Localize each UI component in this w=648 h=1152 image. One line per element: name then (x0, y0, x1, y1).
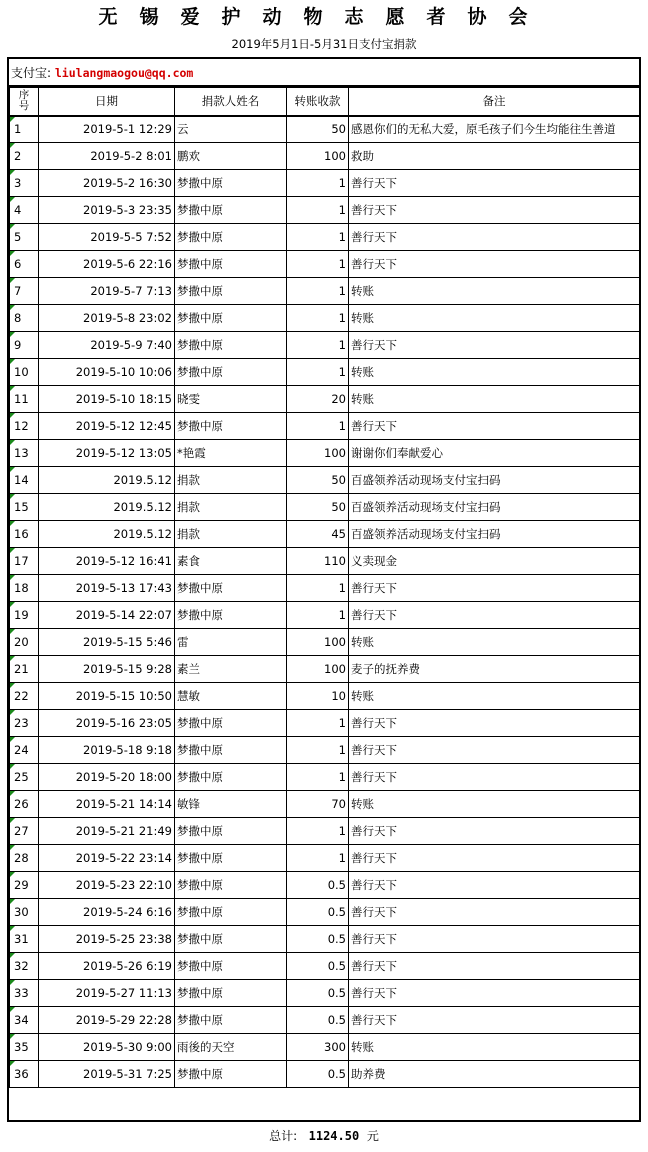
cell-seq: 20 (10, 629, 39, 656)
cell-seq: 5 (10, 224, 39, 251)
cell-seq: 9 (10, 332, 39, 359)
cell-seq: 17 (10, 548, 39, 575)
cell-date: 2019-5-21 21:49 (39, 818, 175, 845)
cell-note: 转账 (349, 359, 640, 386)
cell-seq: 14 (10, 467, 39, 494)
cell-amount: 300 (287, 1034, 349, 1061)
cell-note: 谢谢你们奉献爱心 (349, 440, 640, 467)
cell-seq: 16 (10, 521, 39, 548)
cell-date: 2019-5-15 5:46 (39, 629, 175, 656)
header-date: 日期 (39, 88, 175, 116)
cell-name: 梦撒中原 (175, 305, 287, 332)
cell-seq: 13 (10, 440, 39, 467)
cell-amount: 0.5 (287, 1007, 349, 1034)
cell-date: 2019.5.12 (39, 521, 175, 548)
cell-note: 善行天下 (349, 737, 640, 764)
cell-date: 2019-5-21 14:14 (39, 791, 175, 818)
cell-name: 梦撒中原 (175, 953, 287, 980)
cell-amount: 110 (287, 548, 349, 575)
cell-amount: 0.5 (287, 899, 349, 926)
header-note: 备注 (349, 88, 640, 116)
cell-date: 2019-5-1 12:29 (39, 116, 175, 143)
table-row (10, 197, 640, 224)
cell-amount: 1 (287, 818, 349, 845)
table-row (10, 899, 640, 926)
cell-seq: 3 (10, 170, 39, 197)
cell-date: 2019-5-2 16:30 (39, 170, 175, 197)
cell-seq: 32 (10, 953, 39, 980)
cell-date: 2019-5-9 7:40 (39, 332, 175, 359)
cell-name: 云 (175, 116, 287, 143)
cell-name: 梦撒中原 (175, 845, 287, 872)
table-row (10, 656, 640, 683)
header-amount: 转账收款 (287, 88, 349, 116)
cell-amount: 1 (287, 224, 349, 251)
cell-note: 善行天下 (349, 953, 640, 980)
cell-amount: 1 (287, 359, 349, 386)
cell-name: 梦撒中原 (175, 872, 287, 899)
cell-seq: 18 (10, 575, 39, 602)
cell-date: 2019-5-5 7:52 (39, 224, 175, 251)
cell-seq: 29 (10, 872, 39, 899)
cell-amount: 100 (287, 629, 349, 656)
cell-note: 转账 (349, 278, 640, 305)
cell-date: 2019-5-14 22:07 (39, 602, 175, 629)
alipay-label: 支付宝: (11, 66, 52, 80)
cell-note: 善行天下 (349, 1007, 640, 1034)
table-row (10, 494, 640, 521)
cell-seq: 23 (10, 710, 39, 737)
cell-seq: 27 (10, 818, 39, 845)
cell-amount: 45 (287, 521, 349, 548)
table-row (10, 602, 640, 629)
cell-name: 晓雯 (175, 386, 287, 413)
cell-amount: 1 (287, 251, 349, 278)
cell-amount: 50 (287, 467, 349, 494)
cell-name: 梦撒中原 (175, 359, 287, 386)
cell-seq: 33 (10, 980, 39, 1007)
table-row (10, 629, 640, 656)
cell-date: 2019-5-13 17:43 (39, 575, 175, 602)
header-seq-label: 序号 (18, 89, 30, 113)
cell-seq: 8 (10, 305, 39, 332)
cell-seq: 10 (10, 359, 39, 386)
table-row (10, 170, 640, 197)
cell-date: 2019-5-18 9:18 (39, 737, 175, 764)
table-row (10, 683, 640, 710)
cell-note: 善行天下 (349, 170, 640, 197)
cell-date: 2019-5-25 23:38 (39, 926, 175, 953)
cell-amount: 50 (287, 494, 349, 521)
cell-name: 雨後的天空 (175, 1034, 287, 1061)
cell-note: 转账 (349, 791, 640, 818)
table-row (10, 710, 640, 737)
cell-name: 梦撒中原 (175, 899, 287, 926)
cell-name: 梦撒中原 (175, 197, 287, 224)
cell-date: 2019-5-12 16:41 (39, 548, 175, 575)
cell-amount: 1 (287, 602, 349, 629)
cell-seq: 7 (10, 278, 39, 305)
cell-amount: 10 (287, 683, 349, 710)
cell-date: 2019-5-10 10:06 (39, 359, 175, 386)
total-unit: 元 (366, 1129, 379, 1143)
cell-date: 2019-5-20 18:00 (39, 764, 175, 791)
cell-date: 2019-5-15 9:28 (39, 656, 175, 683)
cell-seq: 25 (10, 764, 39, 791)
cell-amount: 1 (287, 332, 349, 359)
cell-name: 梦撒中原 (175, 980, 287, 1007)
cell-amount: 70 (287, 791, 349, 818)
cell-date: 2019-5-29 22:28 (39, 1007, 175, 1034)
cell-date: 2019-5-26 6:19 (39, 953, 175, 980)
table-row (10, 764, 640, 791)
cell-note: 助养费 (349, 1061, 640, 1088)
cell-amount: 100 (287, 440, 349, 467)
cell-note: 麦子的抚养费 (349, 656, 640, 683)
cell-amount: 1 (287, 710, 349, 737)
cell-date: 2019-5-31 7:25 (39, 1061, 175, 1088)
cell-seq: 6 (10, 251, 39, 278)
cell-seq: 35 (10, 1034, 39, 1061)
table-row (10, 467, 640, 494)
donation-table (9, 87, 640, 1088)
cell-name: 素兰 (175, 656, 287, 683)
total-label: 总计: (269, 1129, 298, 1143)
cell-note: 义卖现金 (349, 548, 640, 575)
cell-seq: 22 (10, 683, 39, 710)
page-subtitle: 2019年5月1日-5月31日支付宝捐款 (231, 37, 417, 51)
cell-date: 2019-5-30 9:00 (39, 1034, 175, 1061)
cell-date: 2019.5.12 (39, 494, 175, 521)
cell-name: 梦撒中原 (175, 710, 287, 737)
cell-seq: 30 (10, 899, 39, 926)
cell-amount: 1 (287, 575, 349, 602)
cell-note: 善行天下 (349, 926, 640, 953)
total-value: 1124.50 (308, 1129, 360, 1143)
cell-note: 善行天下 (349, 818, 640, 845)
cell-note: 善行天下 (349, 413, 640, 440)
table-row (10, 926, 640, 953)
cell-amount: 1 (287, 305, 349, 332)
cell-date: 2019-5-7 7:13 (39, 278, 175, 305)
cell-note: 善行天下 (349, 710, 640, 737)
total-row (0, 1127, 648, 1145)
cell-seq: 34 (10, 1007, 39, 1034)
cell-amount: 50 (287, 116, 349, 143)
cell-name: 梦撒中原 (175, 170, 287, 197)
cell-name: 梦撒中原 (175, 926, 287, 953)
cell-date: 2019-5-12 13:05 (39, 440, 175, 467)
cell-name: 雷 (175, 629, 287, 656)
table-row (10, 224, 640, 251)
cell-name: 梦撒中原 (175, 251, 287, 278)
cell-note: 善行天下 (349, 764, 640, 791)
cell-note: 转账 (349, 683, 640, 710)
cell-name: 鹏欢 (175, 143, 287, 170)
cell-note: 百盛领养活动现场支付宝扫码 (349, 521, 640, 548)
cell-name: 捐款 (175, 467, 287, 494)
table-row (10, 1061, 640, 1088)
cell-amount: 0.5 (287, 872, 349, 899)
cell-name: 慧敏 (175, 683, 287, 710)
cell-note: 善行天下 (349, 899, 640, 926)
cell-note: 百盛领养活动现场支付宝扫码 (349, 494, 640, 521)
cell-amount: 1 (287, 278, 349, 305)
cell-note: 百盛领养活动现场支付宝扫码 (349, 467, 640, 494)
cell-note: 善行天下 (349, 251, 640, 278)
table-row (10, 548, 640, 575)
cell-seq: 19 (10, 602, 39, 629)
table-row (10, 872, 640, 899)
cell-name: 梦撒中原 (175, 764, 287, 791)
cell-amount: 1 (287, 197, 349, 224)
header-name: 捐款人姓名 (175, 88, 287, 116)
table-row (10, 413, 640, 440)
cell-name: *艳霞 (175, 440, 287, 467)
cell-name: 梦撒中原 (175, 1007, 287, 1034)
table-row (10, 980, 640, 1007)
cell-seq: 4 (10, 197, 39, 224)
cell-amount: 20 (287, 386, 349, 413)
cell-note: 善行天下 (349, 872, 640, 899)
cell-amount: 0.5 (287, 953, 349, 980)
table-row (10, 845, 640, 872)
cell-name: 梦撒中原 (175, 413, 287, 440)
cell-name: 梦撒中原 (175, 737, 287, 764)
table-row (10, 359, 640, 386)
cell-date: 2019-5-23 22:10 (39, 872, 175, 899)
alipay-account: liulangmaogou@qq.com (54, 66, 194, 80)
page-title: 无锡爱护动物志愿者协会 (98, 6, 550, 28)
cell-name: 梦撒中原 (175, 332, 287, 359)
cell-seq: 31 (10, 926, 39, 953)
cell-date: 2019-5-15 10:50 (39, 683, 175, 710)
cell-name: 梦撒中原 (175, 278, 287, 305)
table-row (10, 332, 640, 359)
cell-date: 2019-5-16 23:05 (39, 710, 175, 737)
table-row (10, 521, 640, 548)
cell-name: 梦撒中原 (175, 224, 287, 251)
cell-amount: 1 (287, 170, 349, 197)
cell-name: 梦撒中原 (175, 575, 287, 602)
table-row (10, 386, 640, 413)
cell-amount: 0.5 (287, 1061, 349, 1088)
cell-seq: 2 (10, 143, 39, 170)
cell-date: 2019-5-12 12:45 (39, 413, 175, 440)
donation-sheet (7, 57, 641, 1122)
cell-note: 感恩你们的无私大爱，原毛孩子们今生均能往生善道 (349, 116, 640, 143)
cell-date: 2019-5-10 18:15 (39, 386, 175, 413)
table-row (10, 953, 640, 980)
cell-date: 2019-5-2 8:01 (39, 143, 175, 170)
cell-date: 2019-5-22 23:14 (39, 845, 175, 872)
table-header-row (10, 88, 640, 116)
table-row (10, 1034, 640, 1061)
cell-amount: 100 (287, 143, 349, 170)
cell-note: 转账 (349, 629, 640, 656)
cell-name: 敏锋 (175, 791, 287, 818)
table-row (10, 251, 640, 278)
table-row (10, 737, 640, 764)
cell-date: 2019.5.12 (39, 467, 175, 494)
cell-name: 捐款 (175, 494, 287, 521)
cell-amount: 1 (287, 764, 349, 791)
cell-seq: 24 (10, 737, 39, 764)
cell-date: 2019-5-3 23:35 (39, 197, 175, 224)
cell-seq: 11 (10, 386, 39, 413)
cell-note: 转账 (349, 386, 640, 413)
cell-amount: 1 (287, 413, 349, 440)
cell-seq: 36 (10, 1061, 39, 1088)
cell-note: 善行天下 (349, 224, 640, 251)
cell-name: 梦撒中原 (175, 602, 287, 629)
table-row (10, 116, 640, 143)
cell-amount: 0.5 (287, 980, 349, 1007)
cell-note: 善行天下 (349, 197, 640, 224)
table-row (10, 143, 640, 170)
cell-seq: 15 (10, 494, 39, 521)
table-row (10, 440, 640, 467)
cell-name: 捐款 (175, 521, 287, 548)
cell-note: 善行天下 (349, 332, 640, 359)
cell-amount: 100 (287, 656, 349, 683)
cell-note: 转账 (349, 305, 640, 332)
cell-name: 梦撒中原 (175, 1061, 287, 1088)
cell-note: 善行天下 (349, 980, 640, 1007)
cell-name: 梦撒中原 (175, 818, 287, 845)
cell-seq: 26 (10, 791, 39, 818)
cell-seq: 28 (10, 845, 39, 872)
cell-amount: 0.5 (287, 926, 349, 953)
table-row (10, 818, 640, 845)
cell-date: 2019-5-6 22:16 (39, 251, 175, 278)
cell-seq: 1 (10, 116, 39, 143)
cell-note: 转账 (349, 1034, 640, 1061)
table-row (10, 278, 640, 305)
cell-note: 善行天下 (349, 845, 640, 872)
cell-date: 2019-5-8 23:02 (39, 305, 175, 332)
table-row (10, 575, 640, 602)
table-row (10, 305, 640, 332)
cell-amount: 1 (287, 845, 349, 872)
header-seq (10, 88, 39, 116)
cell-amount: 1 (287, 737, 349, 764)
cell-date: 2019-5-24 6:16 (39, 899, 175, 926)
cell-name: 素食 (175, 548, 287, 575)
table-row (10, 791, 640, 818)
alipay-account-row (9, 59, 639, 87)
cell-note: 善行天下 (349, 575, 640, 602)
table-row (10, 1007, 640, 1034)
cell-note: 善行天下 (349, 602, 640, 629)
cell-seq: 21 (10, 656, 39, 683)
cell-note: 救助 (349, 143, 640, 170)
cell-seq: 12 (10, 413, 39, 440)
cell-date: 2019-5-27 11:13 (39, 980, 175, 1007)
